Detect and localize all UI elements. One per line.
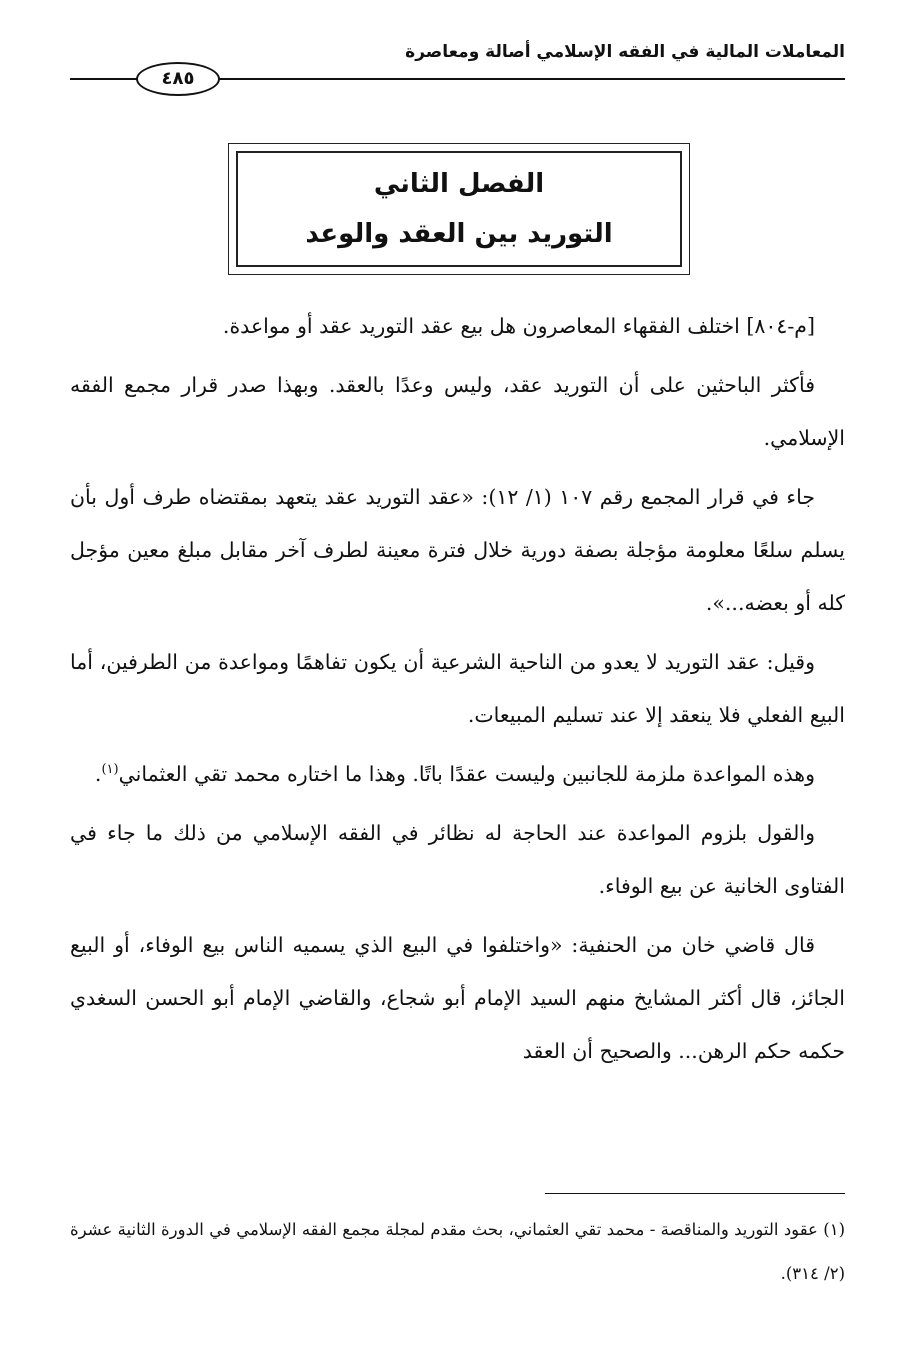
chapter-number: الفصل الثاني: [373, 169, 545, 199]
paragraph: والقول بلزوم المواعدة عند الحاجة له نظائر في الفقه الإسلامي من ذلك ما جاء في الفتاوى الخانية عن بيع الوفاء.: [70, 821, 845, 898]
book-title: المعاملات المالية في الفقه الإسلامي أصالة ومعاصرة: [405, 42, 845, 62]
running-header: [70, 38, 845, 108]
paragraph-text: وهذه المواعدة ملزمة للجانبين وليست عقدًا باتًا. وهذا ما اختاره محمد تقي العثماني: [118, 762, 815, 786]
paragraph: جاء في قرار المجمع رقم ١٠٧ (١/ ١٢): «عقد التوريد عقد يتعهد بمقتضاه طرف أول بأن يسلم سلعًا معلومة مؤجلة بصفة دورية خلال فترة معينة لطرف آخر مقابل مبلغ معين مؤجل كله أو بعضه...».: [70, 485, 845, 615]
paragraph: [م-٨٠٤] اختلف الفقهاء المعاصرون هل بيع عقد التوريد عقد أو مواعدة.: [222, 314, 815, 338]
footnote-separator: [545, 1193, 845, 1194]
footnote-reference[interactable]: (١): [101, 762, 119, 778]
body-text: [70, 300, 845, 1084]
paragraph: وقيل: عقد التوريد لا يعدو من الناحية الشرعية أن يكون تفاهمًا ومواعدة من الطرفين، أما البيع الفعلي فلا ينعقد إلا عند تسليم المبيعات.: [70, 650, 845, 727]
footnotes: [70, 1208, 845, 1296]
page-number: ٤٨٥: [136, 62, 220, 96]
paragraph-with-footnote: وهذه المواعدة ملزمة للجانبين وليست عقدًا باتًا. وهذا ما اختاره محمد تقي العثماني$^{(١)}$.: [94, 762, 815, 786]
footnote: (١) عقود التوريد والمناقصة - محمد تقي العثماني، بحث مقدم لمجلة مجمع الفقه الإسلامي في الدورة الثانية عشرة (٢/ ٣١٤).: [70, 1220, 845, 1283]
paragraph: فأكثر الباحثين على أن التوريد عقد، وليس وعدًا بالعقد. وبهذا صدر قرار مجمع الفقه الإسلامي.: [70, 373, 845, 450]
chapter-title-inner-frame: [236, 151, 682, 267]
chapter-title: التوريد بين العقد والوعد: [305, 219, 613, 249]
chapter-title-box: [228, 143, 690, 275]
paragraph: قال قاضي خان من الحنفية: «واختلفوا في البيع الذي يسميه الناس بيع الوفاء، أو البيع الجائز، قال أكثر المشايخ منهم السيد الإمام أبو شجاع، والقاضي الإمام أبو الحسن السغدي حكمه حكم الرهن... والصحيح أن العقد: [70, 933, 845, 1063]
